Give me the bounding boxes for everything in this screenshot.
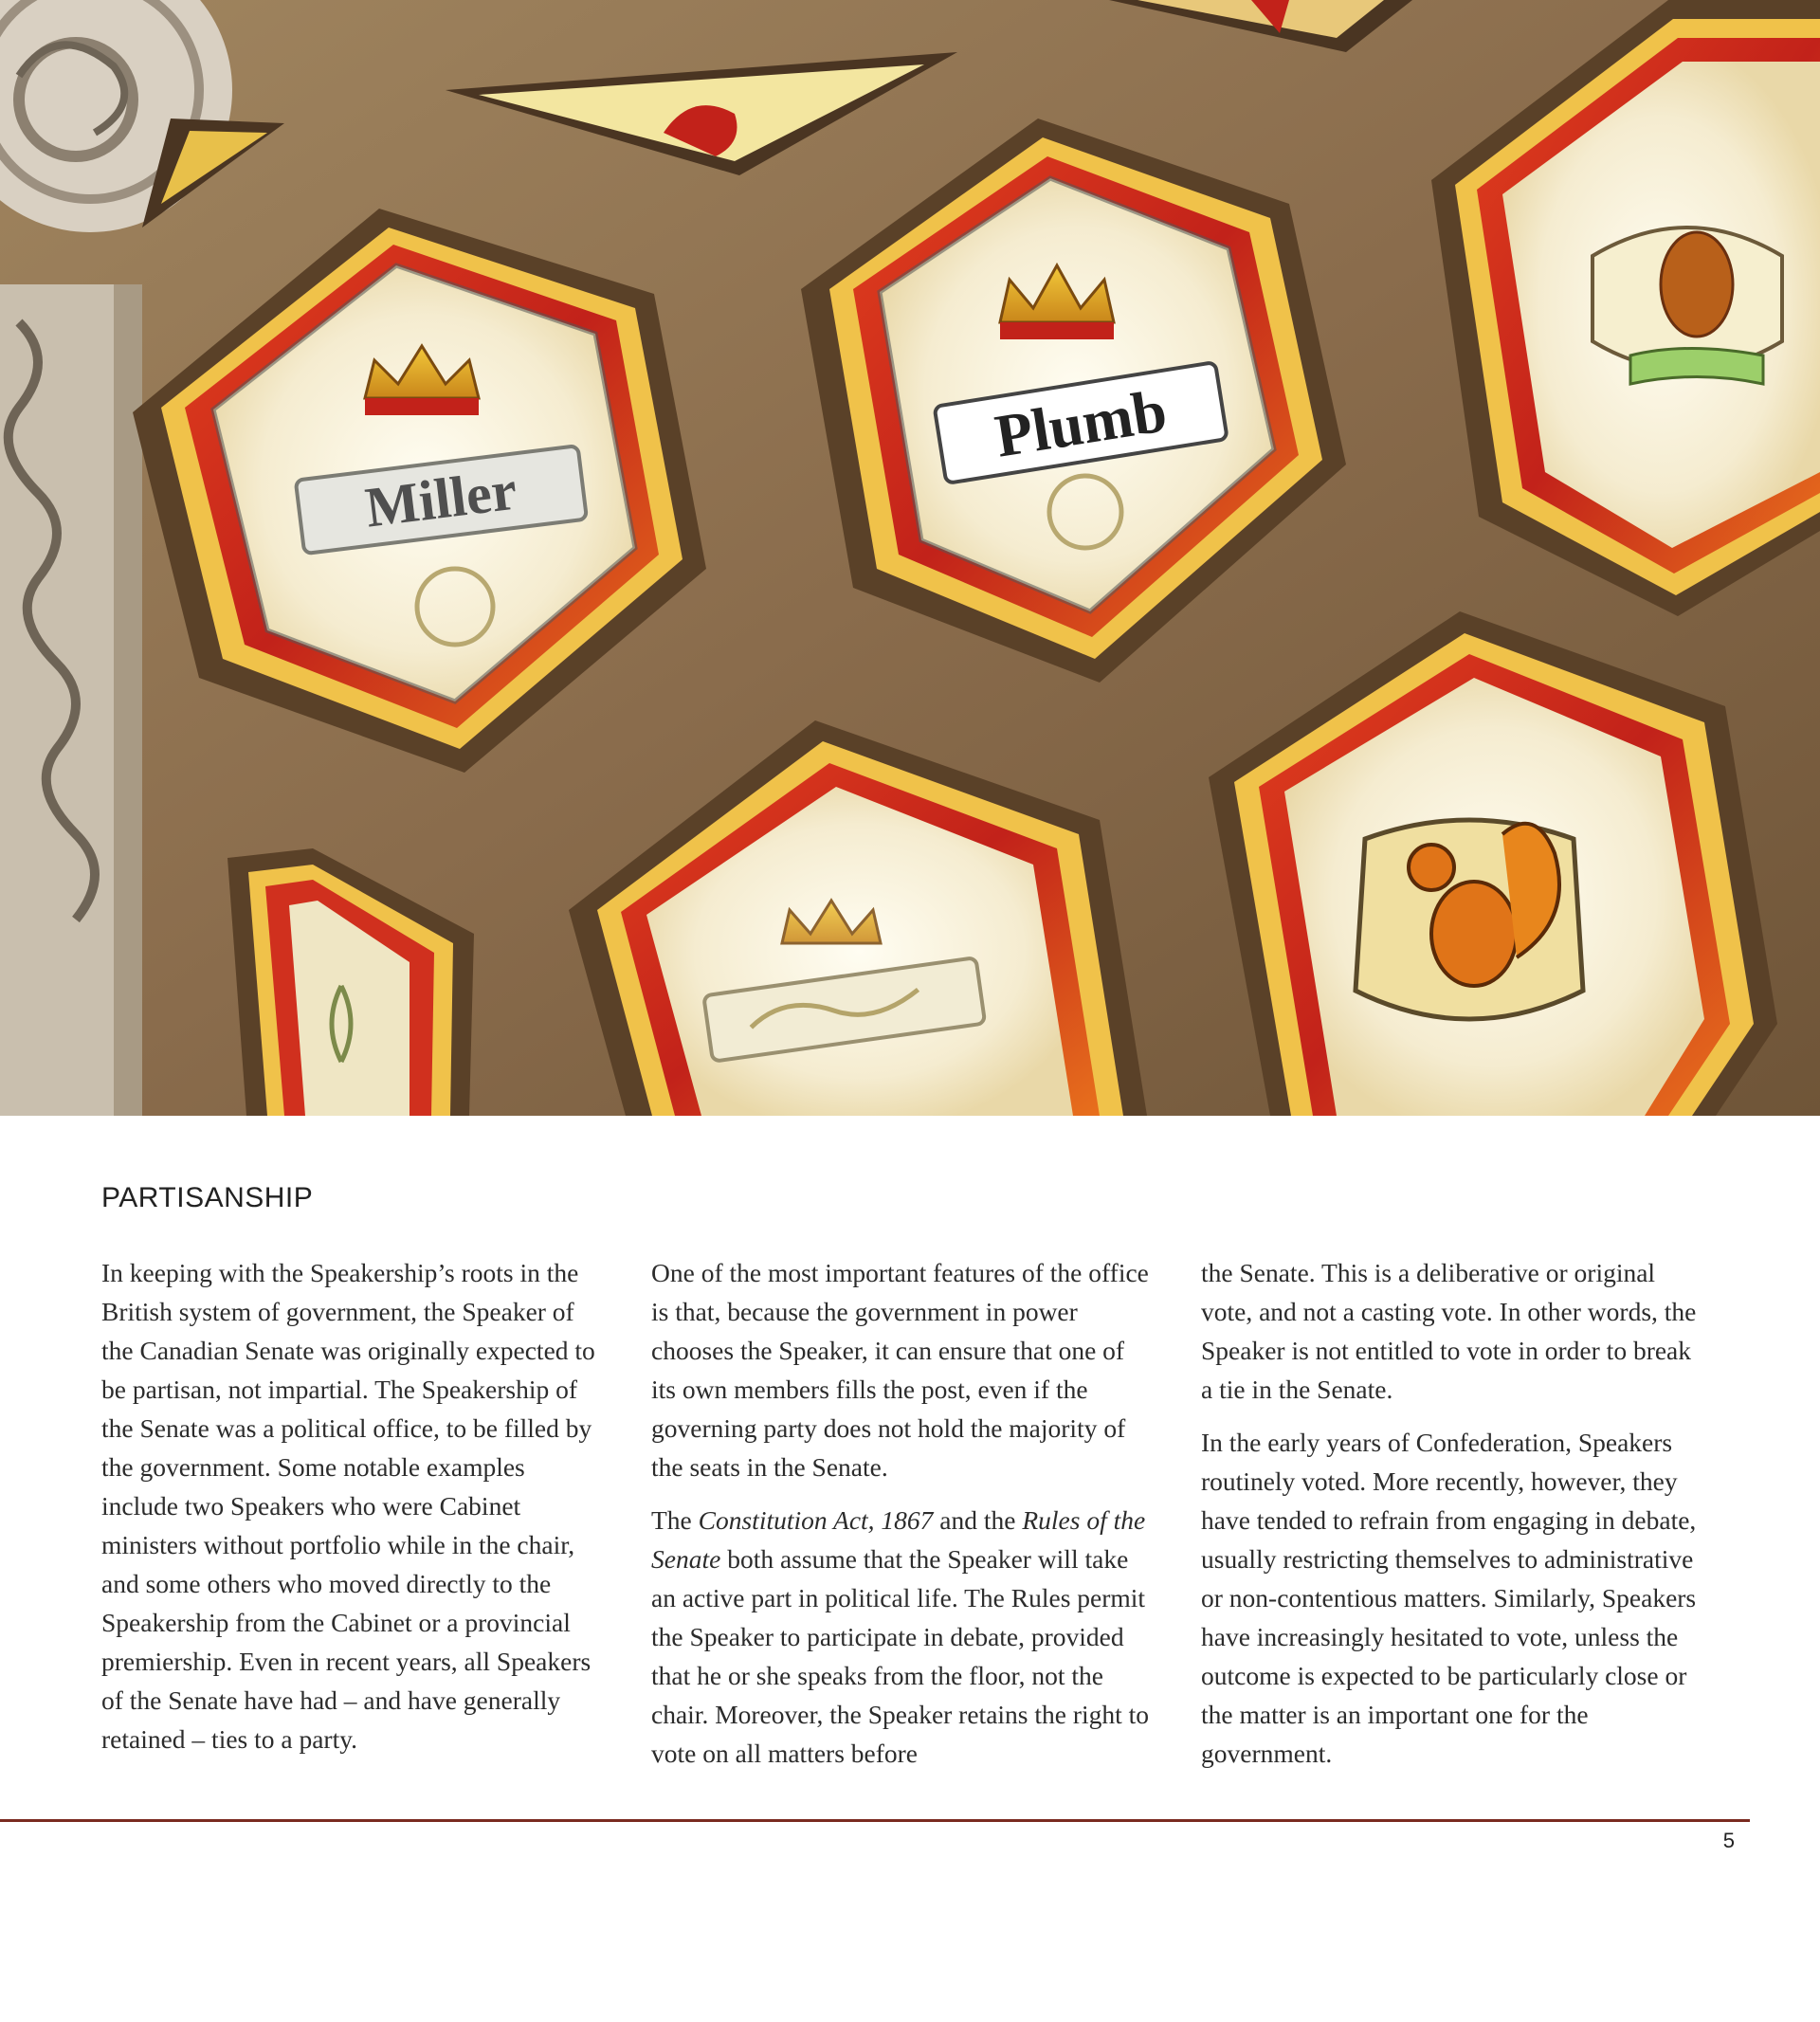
text-column-3 [1201,1253,1703,1787]
panel-label-miller: Miller [361,458,520,539]
text-run: In the early years of Confederation, Speakers routinely voted. More recently, however, they have tended to refrain from engaging in debate, usually restricting themselves to administrative or non-contentious matters. Similarly, Speakers have increasingly hesitated to vote, unless the outcome is expected to be particularly close or the matter is an important one for the government. [1201,1428,1697,1768]
paragraph [651,1253,1154,1486]
text-run: In keeping with the Speakership’s roots in the British system of government, the Speaker of the Canadian Senate was originally expected to be partisan, not impartial. The Speakership of the Senate was a political office, to be filled by the government. Some notable examples include two Speakers who were Cabinet ministers without portfolio while in the chair, and some others who moved directly to the Speakership from the Cabinet or a provincial premiership. Even in recent years, all Speakers of the Senate have had – and have generally retained – ties to a party. [101,1258,595,1754]
text-run: The [651,1505,699,1535]
paragraph [1201,1253,1703,1409]
text-column-1 [101,1253,604,1773]
text-run: and the [933,1505,1023,1535]
italic-title-run: Constitution Act, 1867 [698,1505,934,1535]
italic-title-run: Rules of the Senate [651,1505,1146,1574]
footer-rule [0,1819,1750,1822]
text-run: One of the most important features of the office is that, because the government in power chooses the Speaker, it can ensure that one of its own members fills the post, even if the governing party does not hold the majority of the seats in the Senate. [651,1258,1149,1482]
paragraph [651,1501,1154,1773]
text-column-2 [651,1253,1154,1787]
text-run: both assume that the Speaker will take an active part in political life. The Rules permit the Speaker to participate in debate, provided that he or she speaks from the floor, not the chair. Moreover, the Speaker retains the right to vote on all matters before [651,1544,1150,1768]
paragraph [1201,1423,1703,1773]
page-number: 5 [1722,1829,1735,1852]
panel-label-plumb: Plumb [991,376,1172,470]
text-run: the Senate. This is a deliberative or original vote, and not a casting vote. In other words, the Speaker is not entitled to vote in order to break a tie in the Senate. [1201,1258,1697,1404]
section-heading: PARTISANSHIP [101,1182,314,1213]
paragraph [101,1253,604,1758]
